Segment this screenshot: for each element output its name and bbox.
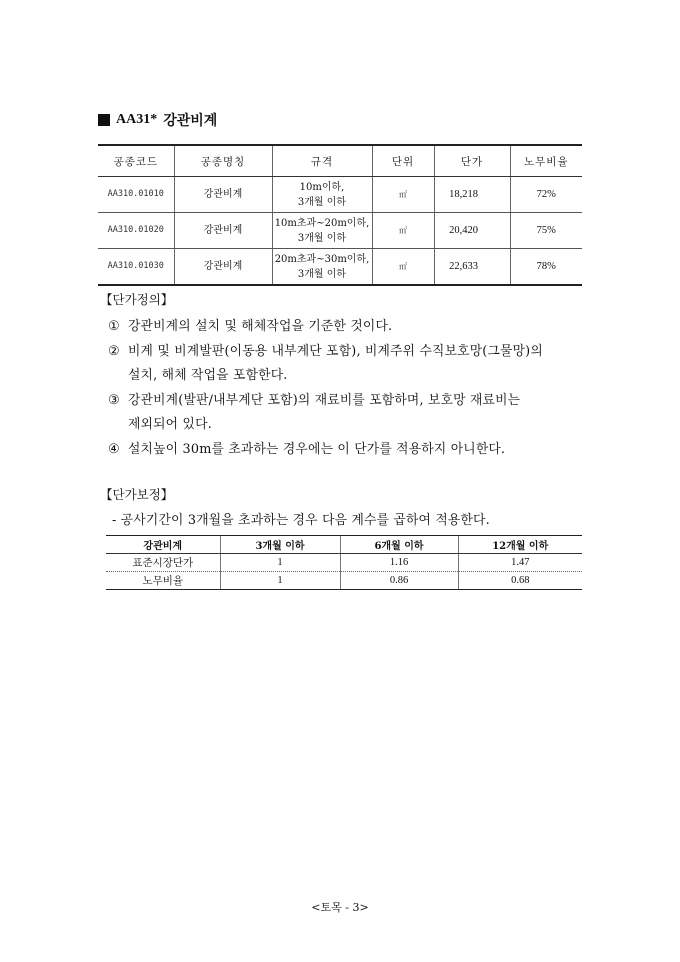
header-labor: 노무비율 bbox=[510, 145, 582, 177]
table-row bbox=[98, 177, 582, 213]
row-name: 강관비계 bbox=[174, 213, 272, 249]
row-12months: 0.68 bbox=[458, 572, 582, 590]
header-spec: 규격 bbox=[272, 145, 372, 177]
square-bullet-icon bbox=[98, 114, 110, 126]
row-spec: 10m초과~20m이하, 3개월 이하 bbox=[272, 213, 372, 249]
table-row bbox=[98, 249, 582, 286]
row-name: 강관비계 bbox=[174, 249, 272, 286]
correction-factor-table bbox=[106, 535, 582, 590]
row-code: AA310.01010 bbox=[98, 177, 174, 213]
header-3months: 3개월 이하 bbox=[220, 536, 340, 554]
row-unit: ㎡ bbox=[372, 249, 434, 286]
definition-item-2: ② 비계 및 비계발판(이동용 내부계단 포함), 비계주위 수직보호망(그물망)의 bbox=[108, 344, 543, 359]
unit-price-table bbox=[98, 144, 582, 286]
row-price: 22,633 bbox=[434, 249, 510, 286]
header-unit: 단위 bbox=[372, 145, 434, 177]
row-3months: 1 bbox=[220, 572, 340, 590]
section-name: 강관비계 bbox=[163, 114, 218, 129]
header-price: 단가 bbox=[434, 145, 510, 177]
header-code: 공종코드 bbox=[98, 145, 174, 177]
row-6months: 0.86 bbox=[340, 572, 458, 590]
row-label: 노무비율 bbox=[106, 572, 220, 590]
header-6months: 6개월 이하 bbox=[340, 536, 458, 554]
row-unit: ㎡ bbox=[372, 213, 434, 249]
section-code: AA31* bbox=[116, 112, 158, 127]
row-labor: 72% bbox=[510, 177, 582, 213]
row-price: 18,218 bbox=[434, 177, 510, 213]
row-12months: 1.47 bbox=[458, 554, 582, 572]
row-spec: 20m초과~30m이하, 3개월 이하 bbox=[272, 249, 372, 286]
table-row bbox=[106, 572, 582, 590]
definition-item-2-cont: 설치, 해체 작업을 포함한다. bbox=[128, 368, 288, 383]
row-code: AA310.01020 bbox=[98, 213, 174, 249]
header-category: 강관비계 bbox=[106, 536, 220, 554]
row-6months: 1.16 bbox=[340, 554, 458, 572]
row-spec: 10m이하, 3개월 이하 bbox=[272, 177, 372, 213]
row-price: 20,420 bbox=[434, 213, 510, 249]
row-label: 표준시장단가 bbox=[106, 554, 220, 572]
table-header-row bbox=[106, 536, 582, 554]
row-code: AA310.01030 bbox=[98, 249, 174, 286]
correction-heading: 【단가보정】 bbox=[100, 487, 174, 502]
definition-item-1: ① 강관비계의 설치 및 해체작업을 기준한 것이다. bbox=[108, 319, 393, 334]
table-header-row bbox=[98, 145, 582, 177]
correction-note: - 공사기간이 3개월을 초과하는 경우 다음 계수를 곱하여 적용한다. bbox=[112, 513, 490, 528]
page-footer: <토목 - 3> bbox=[311, 901, 369, 914]
definition-item-4: ④ 설치높이 30m를 초과하는 경우에는 이 단가를 적용하지 아니한다. bbox=[108, 442, 506, 457]
row-name: 강관비계 bbox=[174, 177, 272, 213]
row-labor: 75% bbox=[510, 213, 582, 249]
definition-item-3-cont: 제외되어 있다. bbox=[128, 417, 212, 432]
header-name: 공종명칭 bbox=[174, 145, 272, 177]
row-unit: ㎡ bbox=[372, 177, 434, 213]
definition-item-3: ③ 강관비계(발판/내부계단 포함)의 재료비를 포함하며, 보호망 재료비는 bbox=[108, 393, 521, 408]
section-title bbox=[98, 110, 217, 130]
row-labor: 78% bbox=[510, 249, 582, 286]
header-12months: 12개월 이하 bbox=[458, 536, 582, 554]
row-3months: 1 bbox=[220, 554, 340, 572]
table-row bbox=[98, 213, 582, 249]
definition-heading: 【단가정의】 bbox=[100, 292, 174, 307]
table-row bbox=[106, 554, 582, 572]
